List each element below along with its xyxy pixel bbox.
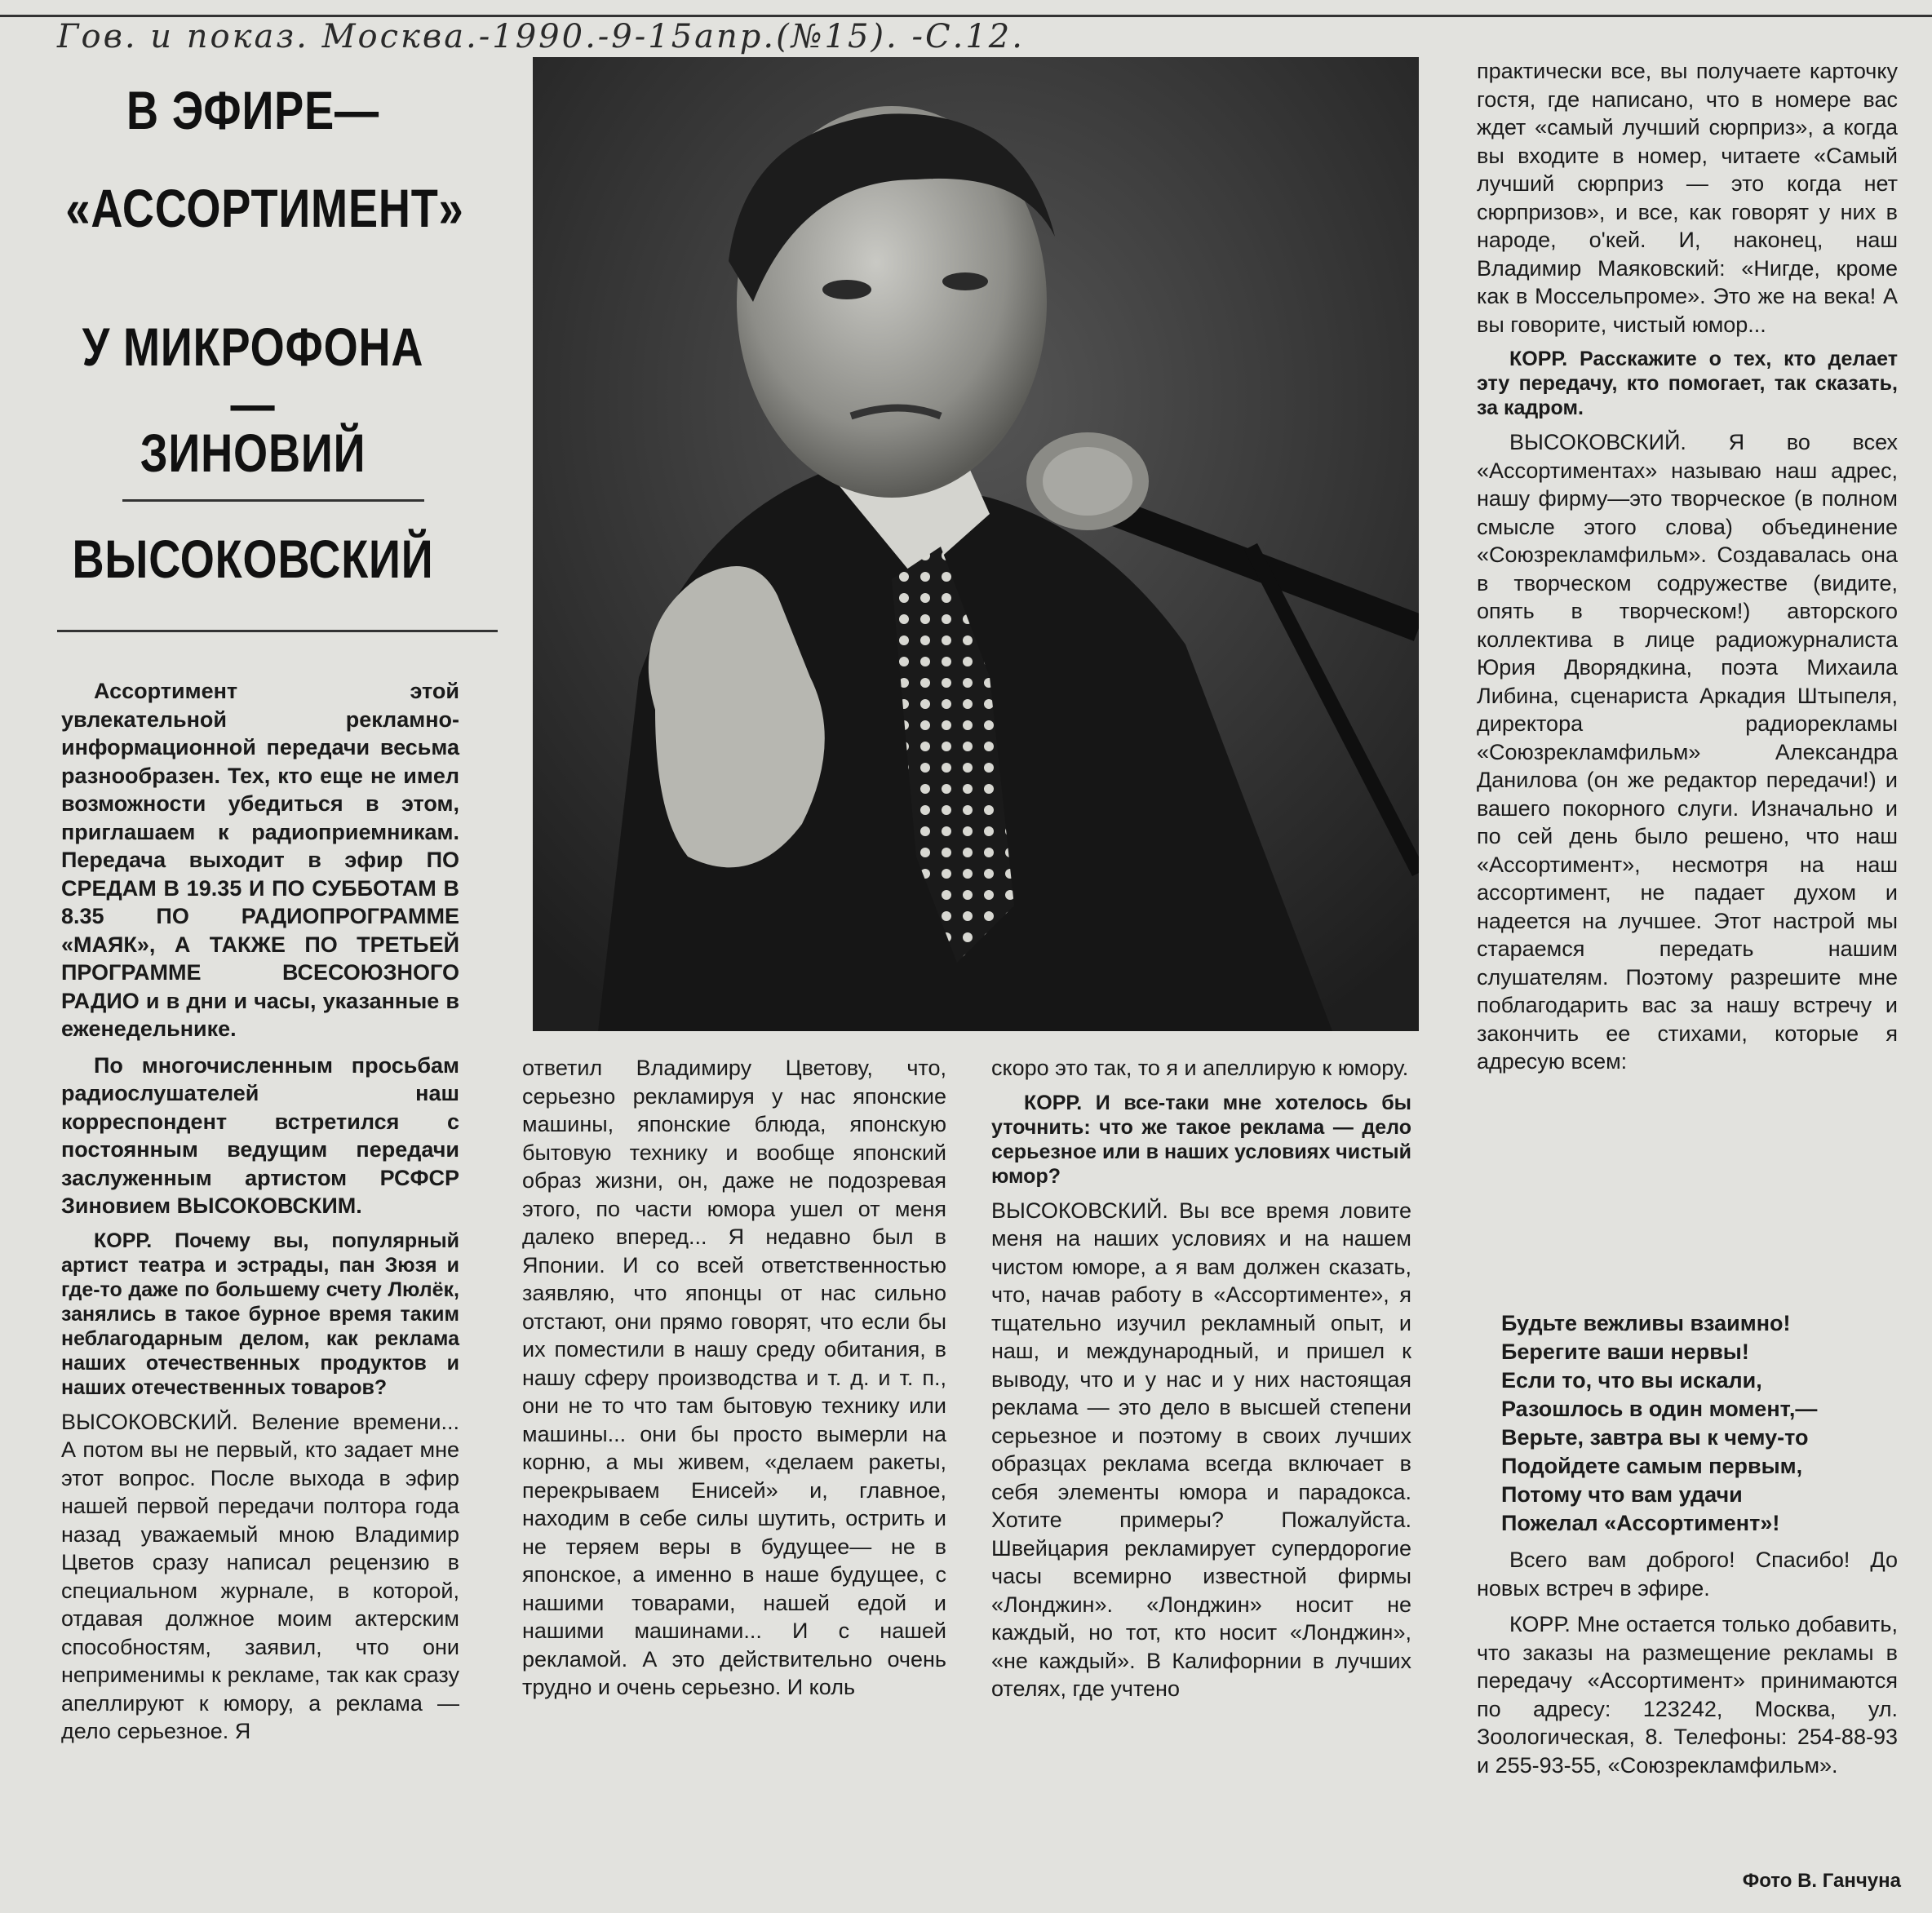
headline-line-1: В ЭФИРЕ—: [126, 80, 379, 140]
answer-paragraph-2: ВЫСОКОВСКИЙ. Вы все время ловите меня на наших условиях и на нашем чистом юморе, а я вам должен сказать, что, начав работу в «Ассортименте», я тщательно изучил рекламный опыт, и наш, и международный, и пришел к выводу, что и у нас и у них настоящая реклама — это дело в высшей степени серьезное и поэтому в своих лучших образцах реклама всегда включает в себя элементы юмора и парадокса. Хотите примеры? Пожалуйста. Швейцария рекламирует супердорогие часы всемирно известной фирмы «Лонджин». «Лонджин» носит не каждый, но тот, кто носит «Лонджин», «не каждый». В Калифорнии в лучших отелях, где учтено: [991, 1198, 1411, 1701]
intro-paragraph: Ассортимент этой увлекательной рекламно-информационной передачи весьма разнообразен. Тех, кто еще не имел возможности убедиться в этом, приглашаем к радиоприемникам. Передача выходит в эфир ПО СРЕДАМ В 19.35 И ПО СУББОТАМ В 8.35 ПО РАДИОПРОГРАММЕ «МАЯК», А ТАКЖЕ ПО ТРЕТЬЕЙ ПРОГРАММЕ ВСЕСОЮЗНОГО РАДИО и в дни и часы, указанные в еженедельнике.: [61, 679, 459, 1041]
interviewer-question-1: КОРР. Почему вы, популярный артист театра и эстрады, пан Зюзя и где-то даже по большему счету Люлёк, занялись в такое бурное время таким неблагодарным делом, как реклама наших отечественных продуктов и наших отечественных товаров?: [61, 1229, 459, 1399]
portrait-photo: [533, 57, 1419, 1031]
poem-line: Разошлось в один момент,—: [1501, 1397, 1818, 1421]
headline-underline: [122, 499, 424, 502]
poem-line: Будьте вежливы взаимно!: [1501, 1311, 1791, 1335]
intro-paragraph-2: По многочисленным просьбам радиослушателей наш корреспондент встретился с постоянным ведущим передачи заслуженным артистом РСФСР Зиновием ВЫСОКОВСКИМ.: [61, 1052, 459, 1218]
answer-paragraph-3: ВЫСОКОВСКИЙ. Я во всех «Ассортиментах» называю наш адрес, нашу фирму—это творческое (в полном смысле этого слова) объединение «Союзрекламфильм». Создавалась она в творческом содружестве (видите, опять в творческом!) авторского коллектива в лице радиожурналиста Юрия Дворядкина, поэта Михаила Либина, сценариста Аркадия Штыпеля, директора радиорекламы «Союзрекламфильм» Александра Данилова (он же редактор передачи!) и вашего покорного слуги. Изначально и по сей день было решено, что наш «Ассортимент», несмотря на наш ассортимент, не падает духом и надеется на лучшее. Этот настрой мы стараемся передать нашим слушателям. Поэтому разрешите мне поблагодарить вас за нашу встречу и закончить ее стихами, которые я адресую всем:: [1477, 430, 1898, 1074]
answer-paragraph-1-end: скоро это так, то я и апеллирую к юмору.: [991, 1056, 1409, 1080]
photo-credit: Фото В. Ганчуна: [1742, 1870, 1901, 1892]
article-column-4: [1477, 57, 1898, 1084]
poem-line: Берегите ваши нервы!: [1501, 1340, 1749, 1364]
headline-bottom-rule: [57, 630, 498, 632]
interviewer-question-2: КОРР. И все-таки мне хотелось бы уточнить: что же такое реклама — дело серьезное или в наших условиях чистый юмор?: [991, 1091, 1411, 1188]
answer-paragraph-1-continued: ответил Владимиру Цветову, что, серьезно рекламируя у нас японские машины, японские блюда, японскую бытовую технику и вообще японский образ жизни, он, даже не подозревая этого, по части юмора ушел от меня далеко вперед... Я недавно был в Японии. И со всей ответственностью заявляю, что японцы от нас сильно отстают, они прямо говорят, что если бы их поместили в нашу среду обитания, в нашу сферу производства и т. д. и т. п., они не то что там бытовую технику или машины... они бы просто вымерли на корню, а мы живем, «делаем ракеты, перекрываем Енисей» и, главное, находим в себе силы шутить, острить и не теряем веры в будущее— не в японское, а именно в наше будущее, с нашими товарами, нашей едой и нашими машинами... И с нашей рекламой. А это действительно очень трудно и очень серьезно. И коль: [522, 1056, 946, 1699]
portrait-illustration: [533, 57, 1419, 1031]
headline-line-4: ЗИНОВИЙ: [140, 423, 366, 483]
poem-line: Подойдете самым первым,: [1501, 1454, 1803, 1478]
article-column-1: [61, 677, 459, 1754]
headline-line-3: У МИКРОФОНА—: [82, 317, 424, 434]
poem-line: Если то, что вы искали,: [1501, 1368, 1762, 1393]
article-column-2: [522, 1054, 946, 1710]
contact-info-paragraph: КОРР. Мне остается только добавить, что заказы на размещение рекламы в передачу «Ассортимент» принимаются по адресу: 123242, Москва, ул. Зоологическая, 8. Телефоны: 254-88-93 и 255-93-55, «Союзрекламфильм».: [1477, 1612, 1898, 1778]
farewell-paragraph: Всего вам доброго! Спасибо! До новых встреч в эфире.: [1477, 1548, 1898, 1601]
closing-poem: [1501, 1309, 1909, 1538]
handwritten-source-note: Гов. и показ. Москва.-1990.-9-15апр.(№15). -С.12.: [57, 18, 1025, 55]
poem-line: Потому что вам удачи: [1501, 1482, 1743, 1507]
poem-line: Верьте, завтра вы к чему-то: [1501, 1425, 1809, 1450]
poem-line: Пожелал «Ассортимент»!: [1501, 1511, 1780, 1535]
answer-paragraph-1: ВЫСОКОВСКИЙ. Веление времени... А потом вы не первый, кто задает мне этот вопрос. После выхода в эфир нашей первой передачи полтора года назад уважаемый мною Владимир Цветов сразу написал рецензию в специальном журнале, в которой, отдавая должное моим актерским способностям, заявил, что они неприменимы к рекламе, так как сразу апеллируют к юмору, а реклама — дело серьезное. Я: [61, 1409, 459, 1743]
headline-line-2: «АССОРТИМЕНТ»: [65, 178, 464, 238]
article-column-4-end: [1477, 1546, 1898, 1787]
article-column-3: [991, 1054, 1411, 1712]
headline-line-5: ВЫСОКОВСКИЙ: [72, 529, 434, 589]
answer-paragraph-2-continued: практически все, вы получаете карточку гостя, где написано, что в номере вас ждет «самый лучший сюрприз», а когда вы входите в номер, читаете «Самый лучший сюрприз — это когда нет сюрпризов», и все, как говорят у них в народе, о'кей. И, наконец, наш Владимир Маяковский: «Нигде, кроме как в Моссельпроме». Это же на века! А вы говорите, чистый юмор...: [1477, 59, 1898, 337]
top-border-rule: [0, 15, 1932, 17]
interviewer-question-3: КОРР. Расскажите о тех, кто делает эту передачу, кто помогает, так сказать, за кадром.: [1477, 348, 1898, 419]
